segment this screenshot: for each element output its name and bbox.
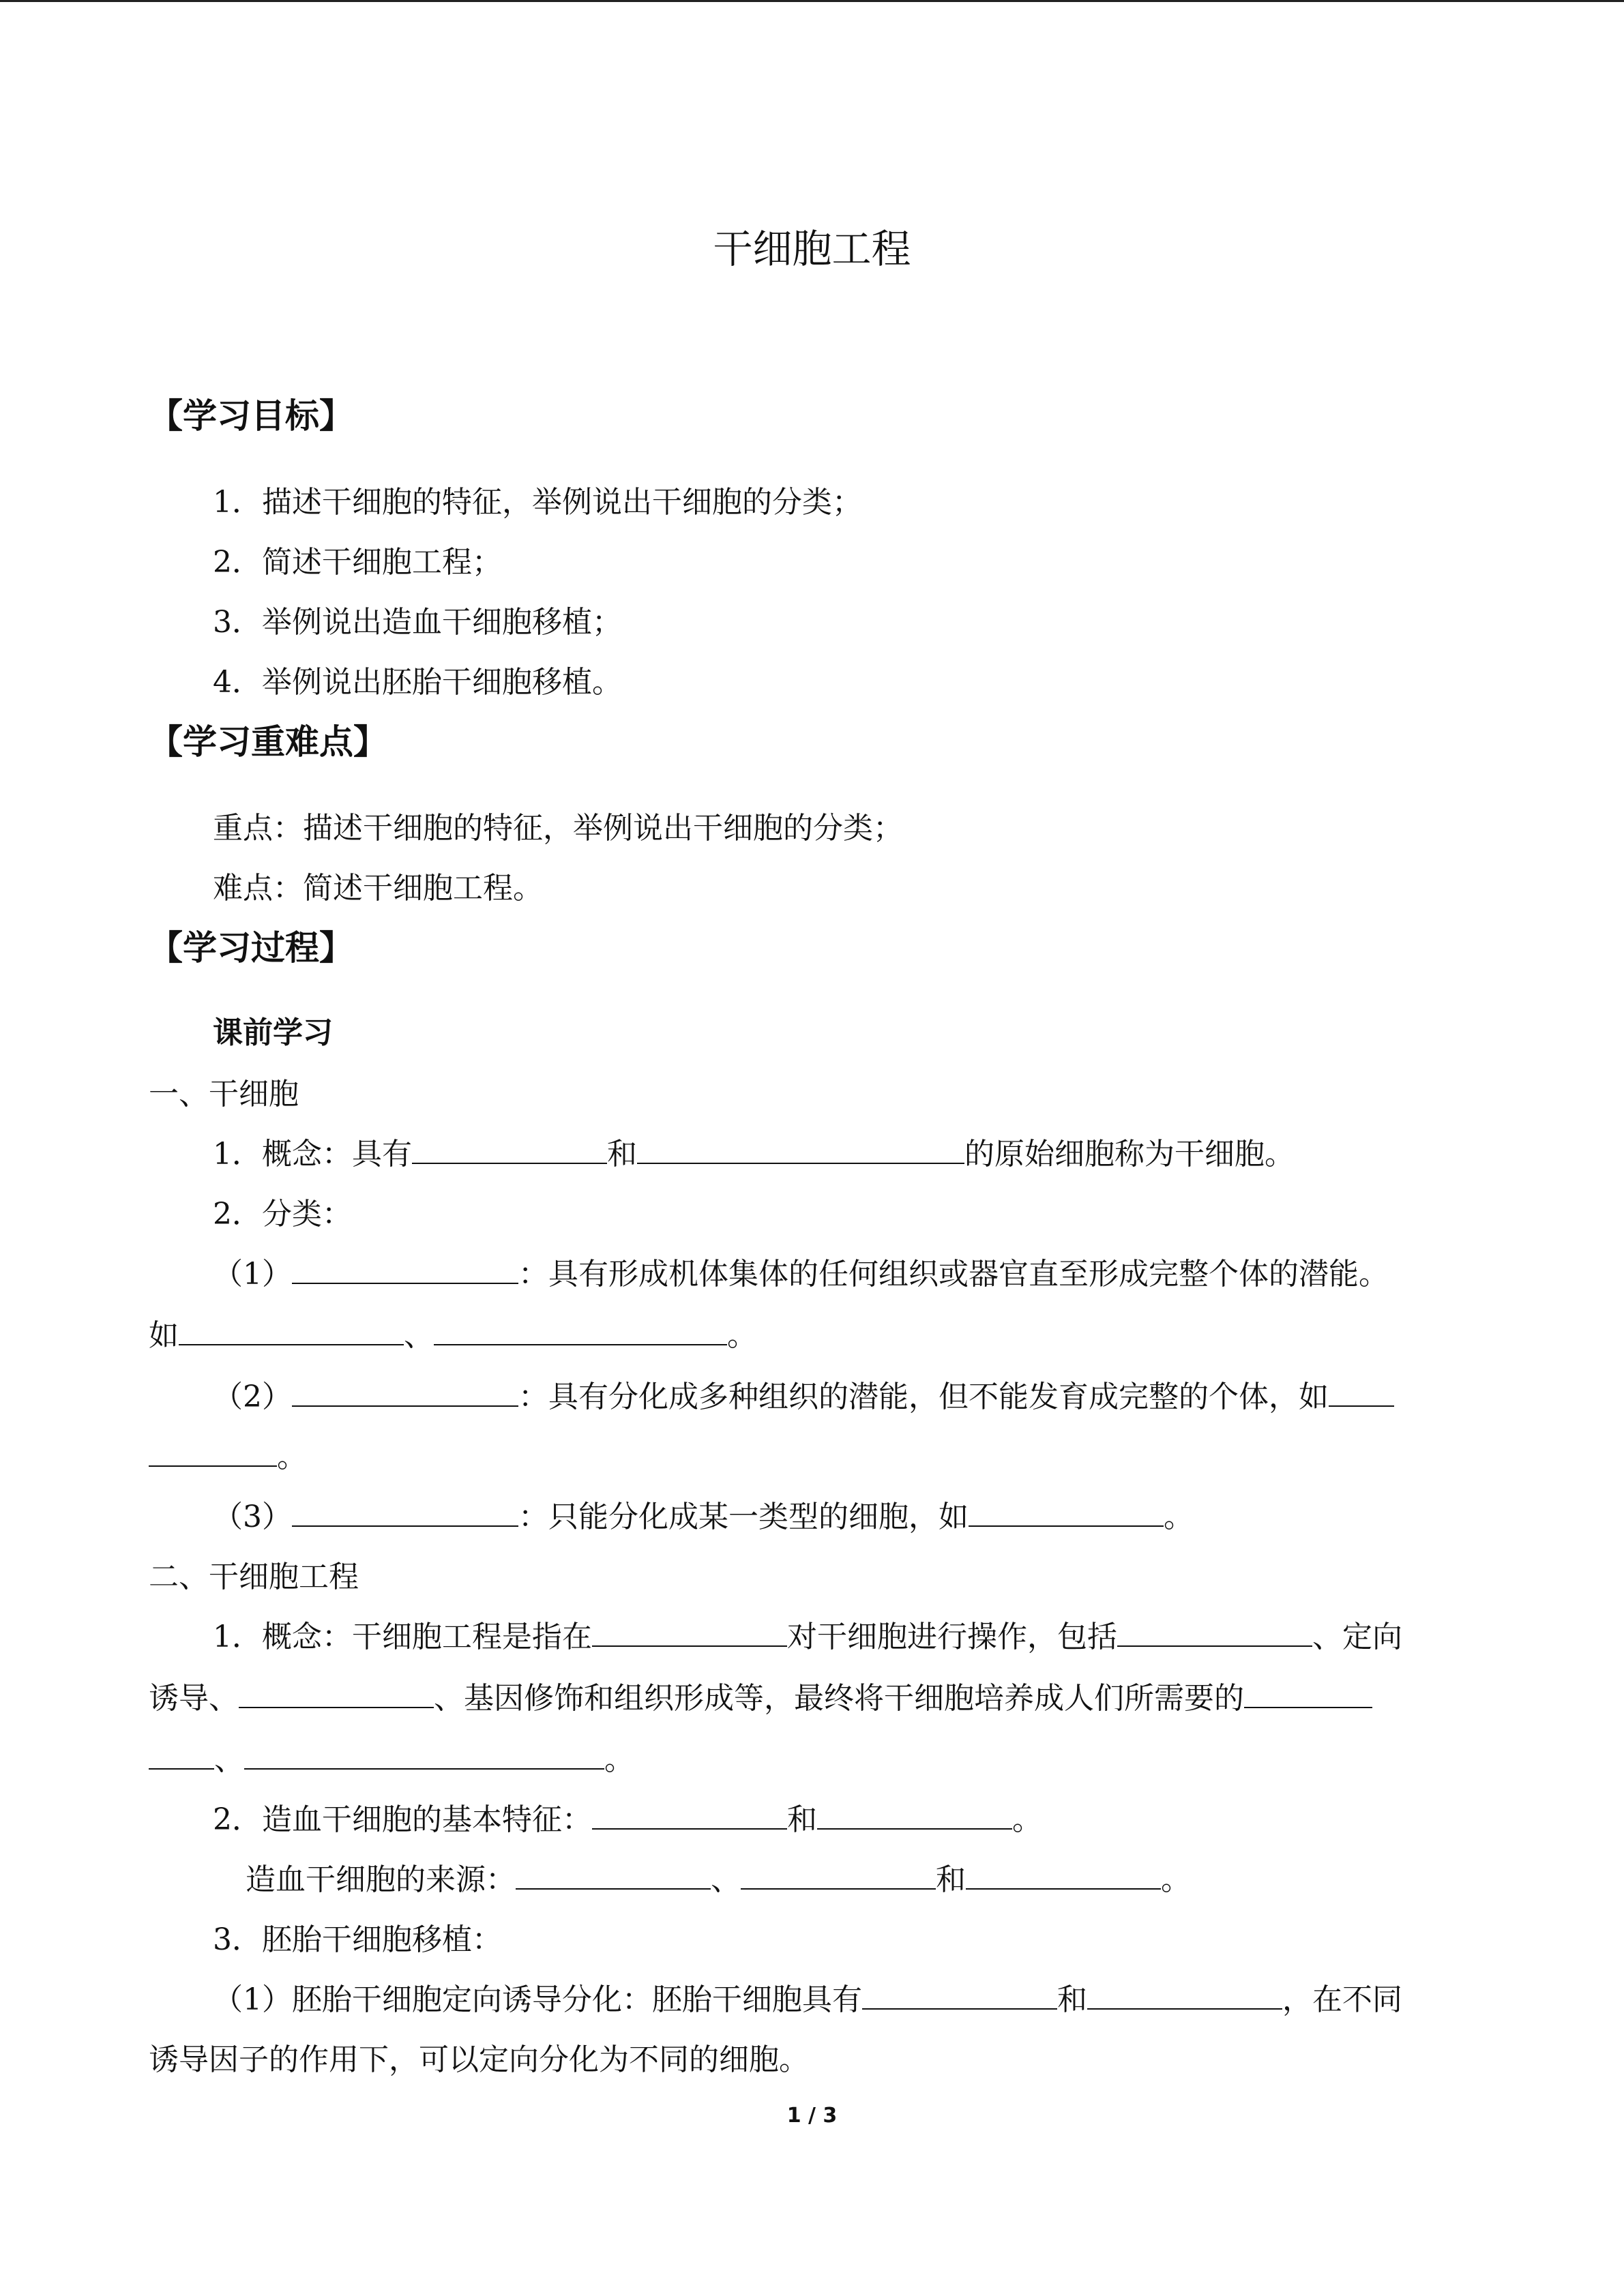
s2-hsc-sources-b: 、 [711, 1862, 741, 1897]
s1-item1-cont-a: 如 [149, 1318, 179, 1353]
s2-hsc-sources-line [246, 1855, 1191, 1898]
blank-input[interactable] [969, 1495, 1164, 1527]
blank-input[interactable] [637, 1133, 964, 1164]
blank-input[interactable] [179, 1314, 404, 1345]
blank-input[interactable] [592, 1798, 787, 1830]
s1-item2-cont-line [149, 1432, 307, 1476]
s1-concept-line [213, 1129, 1295, 1173]
s2-esc-item1-cont: 诱导因子的作用下，可以定向分化为不同的细胞。 [149, 2042, 809, 2077]
blank-input[interactable] [592, 1615, 787, 1647]
top-border [0, 0, 1624, 2]
s1-classification: 2．分类： [213, 1197, 352, 1232]
s2-esc-item1-b: 和 [1057, 1982, 1087, 2017]
s1-item1-cont-line [149, 1311, 757, 1354]
s2-hsc-features-a: 2．造血干细胞的基本特征： [213, 1802, 592, 1837]
s1-item1-line [213, 1249, 1389, 1293]
objective-3: 3．举例说出造血干细胞移植； [213, 605, 622, 640]
s1-item2-line [213, 1372, 1394, 1416]
blank-input[interactable] [292, 1375, 518, 1407]
s1-concept-text-c: 的原始细胞称为干细胞。 [964, 1137, 1295, 1172]
s2-concept-a: 1．概念：干细胞工程是指在 [213, 1620, 592, 1654]
blank-input[interactable] [862, 1978, 1057, 2010]
s1-item1-cont-c: 。 [727, 1318, 757, 1353]
s2-hsc-sources-d: 。 [1161, 1862, 1191, 1897]
blank-input[interactable] [966, 1858, 1161, 1890]
pre-study-label: 课前学习 [213, 1015, 333, 1050]
blank-input[interactable] [244, 1738, 604, 1770]
s2-concept-l2-a: 诱导、 [149, 1681, 239, 1716]
s2-esc-item1-a: （1）胚胎干细胞定向诱导分化：胚胎干细胞具有 [213, 1982, 862, 2017]
s2-hsc-sources-a: 造血干细胞的来源： [246, 1862, 516, 1897]
blank-input[interactable] [292, 1495, 518, 1527]
objective-1: 1．描述干细胞的特征，举例说出干细胞的分类； [213, 485, 862, 520]
blank-input[interactable] [741, 1858, 936, 1890]
s2-concept-line3 [149, 1735, 634, 1778]
blank-input[interactable] [412, 1133, 607, 1164]
s1-item1-cont-b: 、 [404, 1318, 434, 1353]
s1-item3-text-a: （3） [213, 1500, 292, 1534]
section2-title: 二、干细胞工程 [149, 1560, 359, 1594]
section1-title: 一、干细胞 [149, 1077, 299, 1112]
page-number: 1 / 3 [786, 2104, 838, 2128]
s2-hsc-features-line [213, 1795, 1042, 1838]
page-title: 干细胞工程 [713, 226, 911, 272]
s2-esc-transplant: 3．胚胎干细胞移植： [213, 1922, 502, 1957]
s2-concept-line2 [149, 1673, 1372, 1717]
s1-item1-text-b: ：具有形成机体集体的任何组织或器官直至形成完整个体的潜能。 [518, 1257, 1389, 1292]
key-point-important: 重点：描述干细胞的特征，举例说出干细胞的分类； [213, 811, 903, 846]
heading-process: 【学习过程】 [149, 928, 353, 968]
blank-input[interactable] [516, 1858, 711, 1890]
blank-input[interactable] [1244, 1677, 1372, 1708]
s2-concept-l3-a: 、 [214, 1742, 244, 1777]
heading-objectives: 【学习目标】 [149, 396, 353, 436]
blank-input[interactable] [239, 1677, 434, 1708]
s2-hsc-features-c: 。 [1012, 1802, 1042, 1837]
blank-input[interactable] [1087, 1978, 1282, 2010]
s1-item1-text-a: （1） [213, 1257, 292, 1292]
s1-concept-text-a: 1．概念：具有 [213, 1137, 412, 1172]
objective-2: 2．简述干细胞工程； [213, 545, 502, 580]
objective-4: 4．举例说出胚胎干细胞移植。 [213, 665, 622, 700]
s2-esc-item1-line [213, 1975, 1402, 2018]
s1-item3-text-c: 。 [1164, 1500, 1194, 1534]
s1-item3-line [213, 1492, 1194, 1536]
blank-input[interactable] [1329, 1375, 1394, 1407]
s2-concept-l2-b: 、基因修饰和组织形成等，最终将干细胞培养成人们所需要的 [434, 1681, 1244, 1716]
blank-input[interactable] [817, 1798, 1012, 1830]
blank-input[interactable] [149, 1435, 277, 1467]
s1-item3-text-b: ：只能分化成某一类型的细胞，如 [518, 1500, 969, 1534]
blank-input[interactable] [1117, 1615, 1312, 1647]
s1-concept-text-b: 和 [607, 1137, 637, 1172]
s2-concept-b: 对干细胞进行操作，包括 [787, 1620, 1117, 1654]
heading-key-points: 【学习重难点】 [149, 722, 387, 762]
s1-item2-text-a: （2） [213, 1380, 292, 1414]
s2-concept-c: 、定向 [1312, 1620, 1402, 1654]
s2-concept-l3-b: 。 [604, 1742, 634, 1777]
key-point-difficult: 难点：简述干细胞工程。 [213, 871, 543, 906]
blank-input[interactable] [434, 1314, 727, 1345]
s2-hsc-features-b: 和 [787, 1802, 817, 1837]
s2-hsc-sources-c: 和 [936, 1862, 966, 1897]
s2-esc-item1-c: ，在不同 [1282, 1982, 1402, 2017]
blank-input[interactable] [149, 1738, 214, 1770]
blank-input[interactable] [292, 1253, 518, 1284]
s2-concept-line [213, 1612, 1402, 1656]
s1-item2-text-b: ：具有分化成多种组织的潜能，但不能发育成完整的个体，如 [518, 1380, 1329, 1414]
s1-item2-cont-a: 。 [277, 1440, 307, 1474]
